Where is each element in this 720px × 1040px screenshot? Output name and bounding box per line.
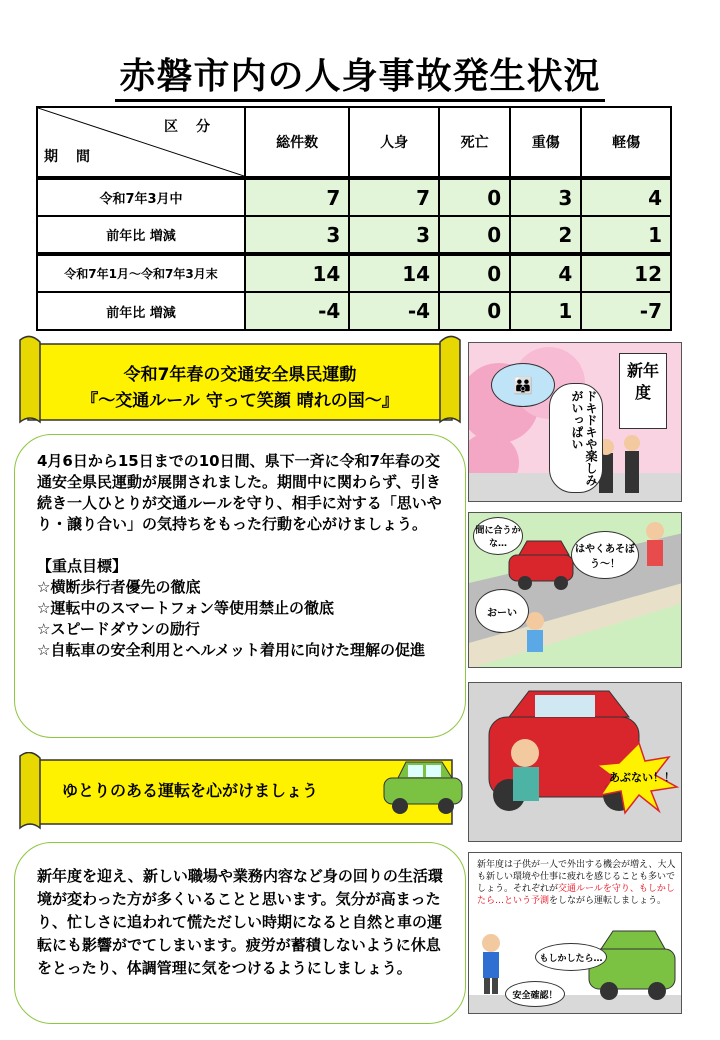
table-cell: 2 [510, 216, 581, 254]
accident-stats-table [36, 106, 672, 331]
table-header-row [37, 107, 671, 178]
row-label: 前年比 増減 [37, 292, 245, 330]
col-header: 軽傷 [581, 107, 671, 178]
goal-item: ☆横断歩行者優先の徹底 [37, 578, 201, 596]
new-year-sign: 新年度 [619, 353, 667, 429]
campaign-title-line1: 令和7年春の交通安全県民運動 [123, 365, 357, 385]
goal-item: ☆スピードダウンの励行 [37, 620, 200, 638]
goals-heading: 【重点目標】 [37, 557, 128, 575]
speech-bubble: 間に合うかな… [473, 517, 523, 555]
table-row [37, 254, 671, 292]
family-icon: 👪 [513, 375, 533, 395]
speech-bubble: 安全確認！ [505, 981, 565, 1007]
green-car-icon [378, 756, 468, 818]
col-header: 重傷 [510, 107, 581, 178]
table-cell: 1 [510, 292, 581, 330]
table-cell: 14 [349, 254, 439, 292]
table-cell: -4 [349, 292, 439, 330]
col-header: 総件数 [245, 107, 349, 178]
table-row [37, 292, 671, 330]
table-cell: 3 [245, 216, 349, 254]
table-cell: 0 [439, 216, 510, 254]
table-cell: 4 [510, 254, 581, 292]
illustration-panel-crossing [468, 512, 682, 668]
row-label: 前年比 増減 [37, 216, 245, 254]
header-kubun: 区分 [164, 119, 228, 135]
table-cell: -4 [245, 292, 349, 330]
table-cell: 7 [245, 178, 349, 216]
table-cell: 3 [349, 216, 439, 254]
table-cell: 3 [510, 178, 581, 216]
yutori-scroll-banner [18, 752, 462, 832]
excitement-bubble: ドキドキや楽しみがいっぱい [549, 383, 603, 493]
campaign-body-text: 4月6日から15日までの10日間、県下一斉に令和7年春の交通安全県民運動が展開されました。期間中に関わらず、引き続き一人ひとりが交通ルールを守り、相手に対する「思いやり・譲り合い」の気持ちをもった行動を心がけましょう。 [37, 452, 442, 533]
table-row [37, 216, 671, 254]
row-label: 令和7年1月～令和7年3月末 [37, 254, 245, 292]
campaign-scroll-banner [18, 334, 462, 430]
yutori-body-box [14, 842, 466, 1024]
header-kikan: 期間 [44, 149, 108, 165]
danger-exclamation: あぶない！！ [609, 771, 675, 784]
header-diagonal-cell [37, 107, 245, 178]
speech-bubble: はやくあそぼう～！ [571, 531, 639, 579]
speech-bubble: おーい [475, 589, 529, 633]
goal-item: ☆運転中のスマートフォン等使用禁止の徹底 [37, 599, 334, 617]
page-title: 赤磐市内の人身事故発生状況 [0, 48, 720, 99]
table-cell: 0 [439, 292, 510, 330]
campaign-body-box [14, 434, 466, 738]
family-photo-bubble [491, 363, 555, 407]
table-cell: 7 [349, 178, 439, 216]
yutori-title: ゆとりのある運転を心がけましょう [61, 781, 318, 800]
near-miss-illustration [469, 683, 682, 842]
illustration-panel-new-year [468, 342, 682, 502]
campaign-title-line2: 『～交通ルール 守って笑顔 晴れの国～』 [81, 391, 399, 411]
goal-item: ☆自転車の安全利用とヘルメット着用に向けた理解の促進 [37, 641, 425, 659]
caution-text: 新年度は子供が一人で外出する機会が増え、大人も新しい環境や仕事に疲れを感じることも多いでしょう。それぞれが交通ルールを守り、もしかしたら…という予測をしながら運転しましょう。 [477, 860, 676, 906]
table-cell: 0 [439, 254, 510, 292]
table-cell: 0 [439, 178, 510, 216]
table-cell: 12 [581, 254, 671, 292]
illustration-panel-danger [468, 682, 682, 842]
table-cell: 4 [581, 178, 671, 216]
table-cell: 14 [245, 254, 349, 292]
illustration-panel-caution [468, 852, 682, 1014]
table-cell: -7 [581, 292, 671, 330]
speech-bubble: もしかしたら… [535, 943, 607, 971]
table-cell: 1 [581, 216, 671, 254]
col-header: 死亡 [439, 107, 510, 178]
row-label: 令和7年3月中 [37, 178, 245, 216]
yutori-body-text: 新年度を迎え、新しい職場や業務内容など身の回りの生活環境が変わった方が多くいることと思います。気分が高まったり、忙しさに追われて慌ただしい時期になると自然と車の運転にも影響がでてしまいます。疲労が蓄積しないように休息をとったり、体調管理に気をつけるようにしましょう。 [37, 867, 443, 977]
col-header: 人身 [349, 107, 439, 178]
table-row [37, 178, 671, 216]
